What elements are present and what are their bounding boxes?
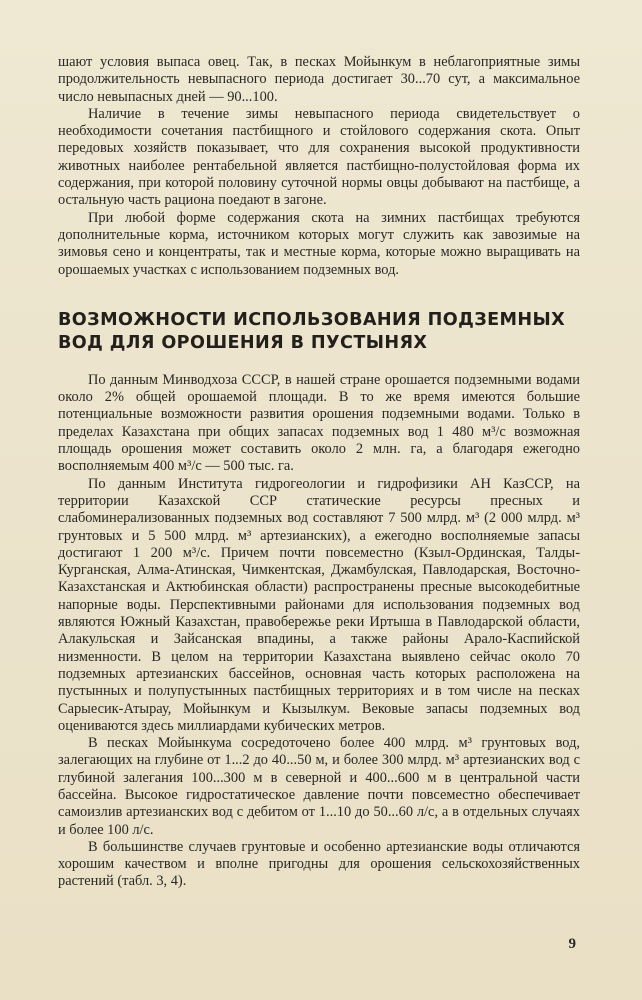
paragraph-continued: шают условия выпаса овец. Так, в песках Мойынкум в неблагоприятные зимы продолжительность невыпасного периода достигает 30...70 сут, а максимальное число невыпасных дней — 90...100. [58, 54, 580, 105]
page-text [58, 54, 580, 891]
paragraph: По данным Института гидрогеологии и гидрофизики АН КазССР, на территории Казахской ССР статические ресурсы пресных и слабоминерализованных подземных вод составляют 7 500 млрд. м³ (2 000 млрд. м³ грунтовых и 5 500 млрд. м³ артезианских), а ежегодно восполняемые запасы достигают 1 200 м³/с. Причем почти повсеместно (Кзыл-Ординская, Талды-Курганская, Алма-Атинская, Чимкентская, Джамбулская, Павлодарская, Восточно-Казахстанская и Актюбинская области) распространены пресные высокодебитные напорные воды. Перспективными районами для использования подземных вод являются Южный Казахстан, правобережье реки Иртыша в Павлодарской области, Алакульская и Зайсанская впадины, а также районы Арало-Каспийской низменности. В целом на территории Казахстана выявлено сейчас около 70 подземных артезианских бассейнов, основная часть которых расположена на пустынных и полупустынных пастбищных территориях и в том числе на песках Сарыесик-Атырау, Мойынкум и Кызылкум. Вековые запасы подземных вод оцениваются здесь миллиардами кубических метров. [58, 475, 580, 734]
paragraph: При любой форме содержания скота на зимних пастбищах требуются дополнительные корма, источником которых могут служить как завозимые на зимовья сено и концентраты, так и местные корма, которые можно выращивать на орошаемых участках с использованием подземных вод. [58, 209, 580, 278]
paragraph: В большинстве случаев грунтовые и особенно артезианские воды отличаются хорошим качеством и вполне пригодны для орошения сельскохозяйственных растений (табл. 3, 4). [58, 838, 580, 890]
section-heading: ВОЗМОЖНОСТИ ИСПОЛЬЗОВАНИЯ ПОДЗЕМНЫХ ВОД ДЛЯ ОРОШЕНИЯ В ПУСТЫНЯХ [58, 309, 566, 353]
page-number: 9 [568, 936, 576, 952]
paragraph: В песках Мойынкума сосредоточено более 400 млрд. м³ грунтовых вод, залегающих на глубине от 1...2 до 40...50 м, и более 300 млрд. м³ артезианских вод с глубиной залегания 100...300 м в северной и 400...600 м в центральной части бассейна. Высокое гидростатическое давление почти повсеместно обеспечивает самоизлив артезианских вод с дебитом от 1...10 до 50...60 л/с, а в отдельных случаях и более 100 л/с. [58, 735, 580, 838]
paragraph: По данным Минводхоза СССР, в нашей стране орошается подземными водами около 2% общей орошаемой площади. В то же время имеются большие потенциальные возможности развития орошения подземными водами. Только в пределах Казахстана при общих запасах подземных вод 1 480 м³/с возможная площадь орошения может составить около 2 млн. га, а благодаря ежегодно восполняемым 400 м³/с — 500 тыс. га. [58, 371, 580, 475]
paragraph: Наличие в течение зимы невыпасного периода свидетельствует о необходимости сочетания пастбищного и стойлового содержания скота. Опыт передовых хозяйств показывает, что для сохранения высокой продуктивности животных наиболее рентабельной является пастбищно-полустойловая форма их содержания, при которой половину суточной нормы овцы добывают на пастбище, а остальную часть рациона поедают в загоне. [58, 105, 580, 209]
